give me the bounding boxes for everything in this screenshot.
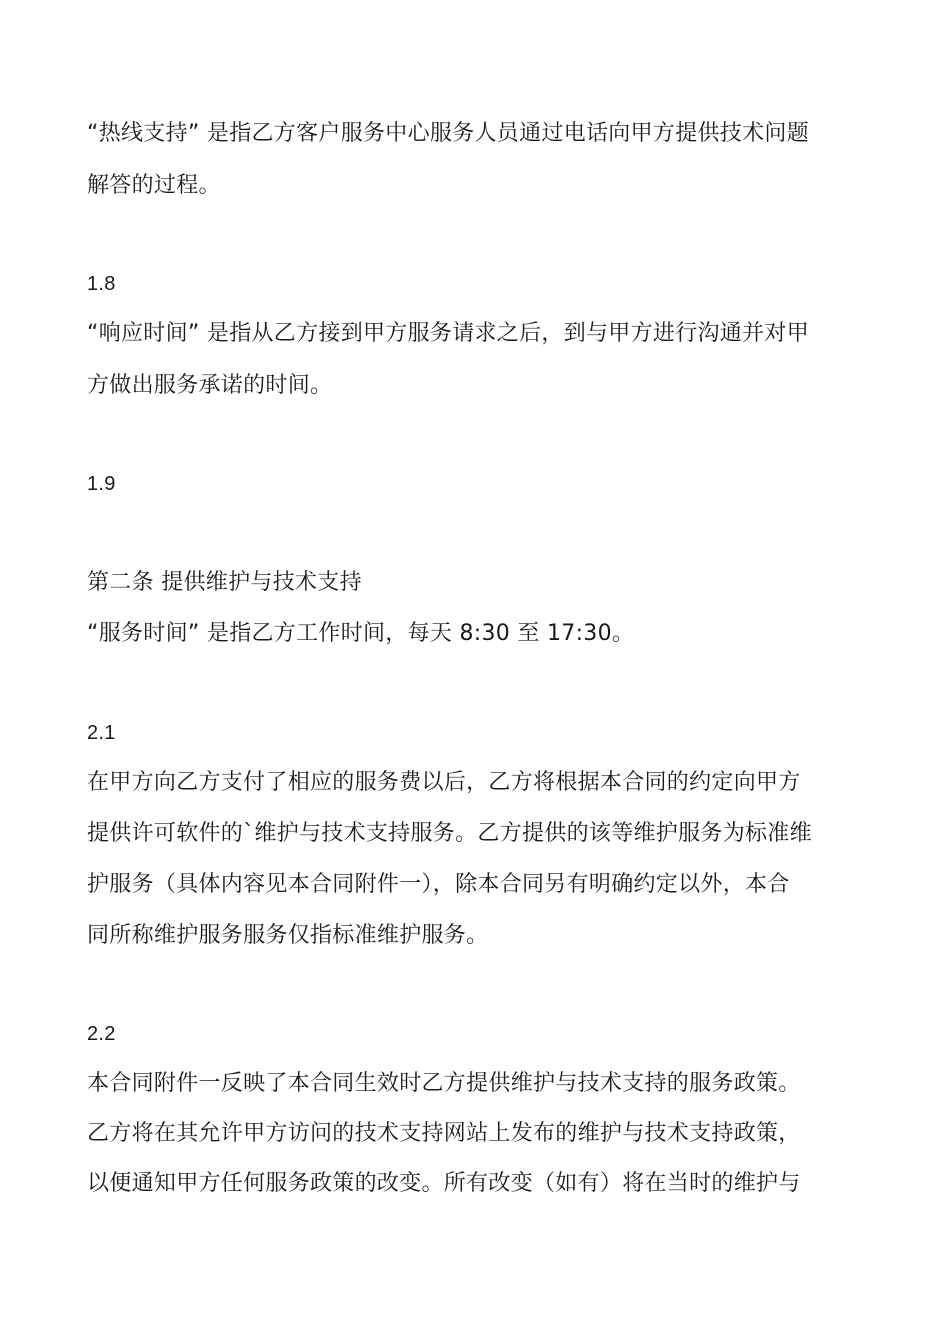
article-2-heading: 第二条 提供维护与技术支持 — [87, 570, 362, 595]
clause-number-1-8: 1.8 — [87, 273, 116, 295]
paragraph-2-1-line-1: 在甲方向乙方支付了相应的服务费以后，乙方将根据本合同的约定向甲方 — [87, 770, 801, 795]
clause-number-1-9: 1.9 — [87, 473, 116, 495]
paragraph-response-time-line-2: 方做出服务承诺的时间。 — [87, 373, 333, 398]
paragraph-service-hours: “服务时间” 是指乙方工作时间，每天 8:30 至 17:30。 — [87, 621, 635, 646]
paragraph-hotline-support-line-1: “热线支持” 是指乙方客户服务中心服务人员通过电话向甲方提供技术问题 — [87, 121, 809, 146]
paragraph-2-2-line-1: 本合同附件一反映了本合同生效时乙方提供维护与技术支持的服务政策。 — [87, 1071, 801, 1096]
clause-number-2-1: 2.1 — [87, 722, 116, 744]
paragraph-response-time-line-1: “响应时间” 是指从乙方接到甲方服务请求之后，到与甲方进行沟通并对甲 — [87, 321, 809, 346]
paragraph-hotline-support-line-2: 解答的过程。 — [87, 173, 221, 198]
paragraph-2-1-line-3: 护服务（具体内容见本合同附件一），除本合同另有明确约定以外，本合 — [87, 872, 790, 897]
paragraph-2-2-line-3: 以便通知甲方任何服务政策的改变。所有改变（如有）将在当时的维护与 — [87, 1171, 801, 1196]
paragraph-2-1-line-2: 提供许可软件的`维护与技术支持服务。乙方提供的该等维护服务为标准维 — [87, 821, 812, 846]
clause-number-2-2: 2.2 — [87, 1023, 116, 1045]
paragraph-2-2-line-2: 乙方将在其允许甲方访问的技术支持网站上发布的维护与技术支持政策， — [87, 1121, 801, 1146]
paragraph-2-1-line-4: 同所称维护服务服务仅指标准维护服务。 — [87, 923, 489, 948]
